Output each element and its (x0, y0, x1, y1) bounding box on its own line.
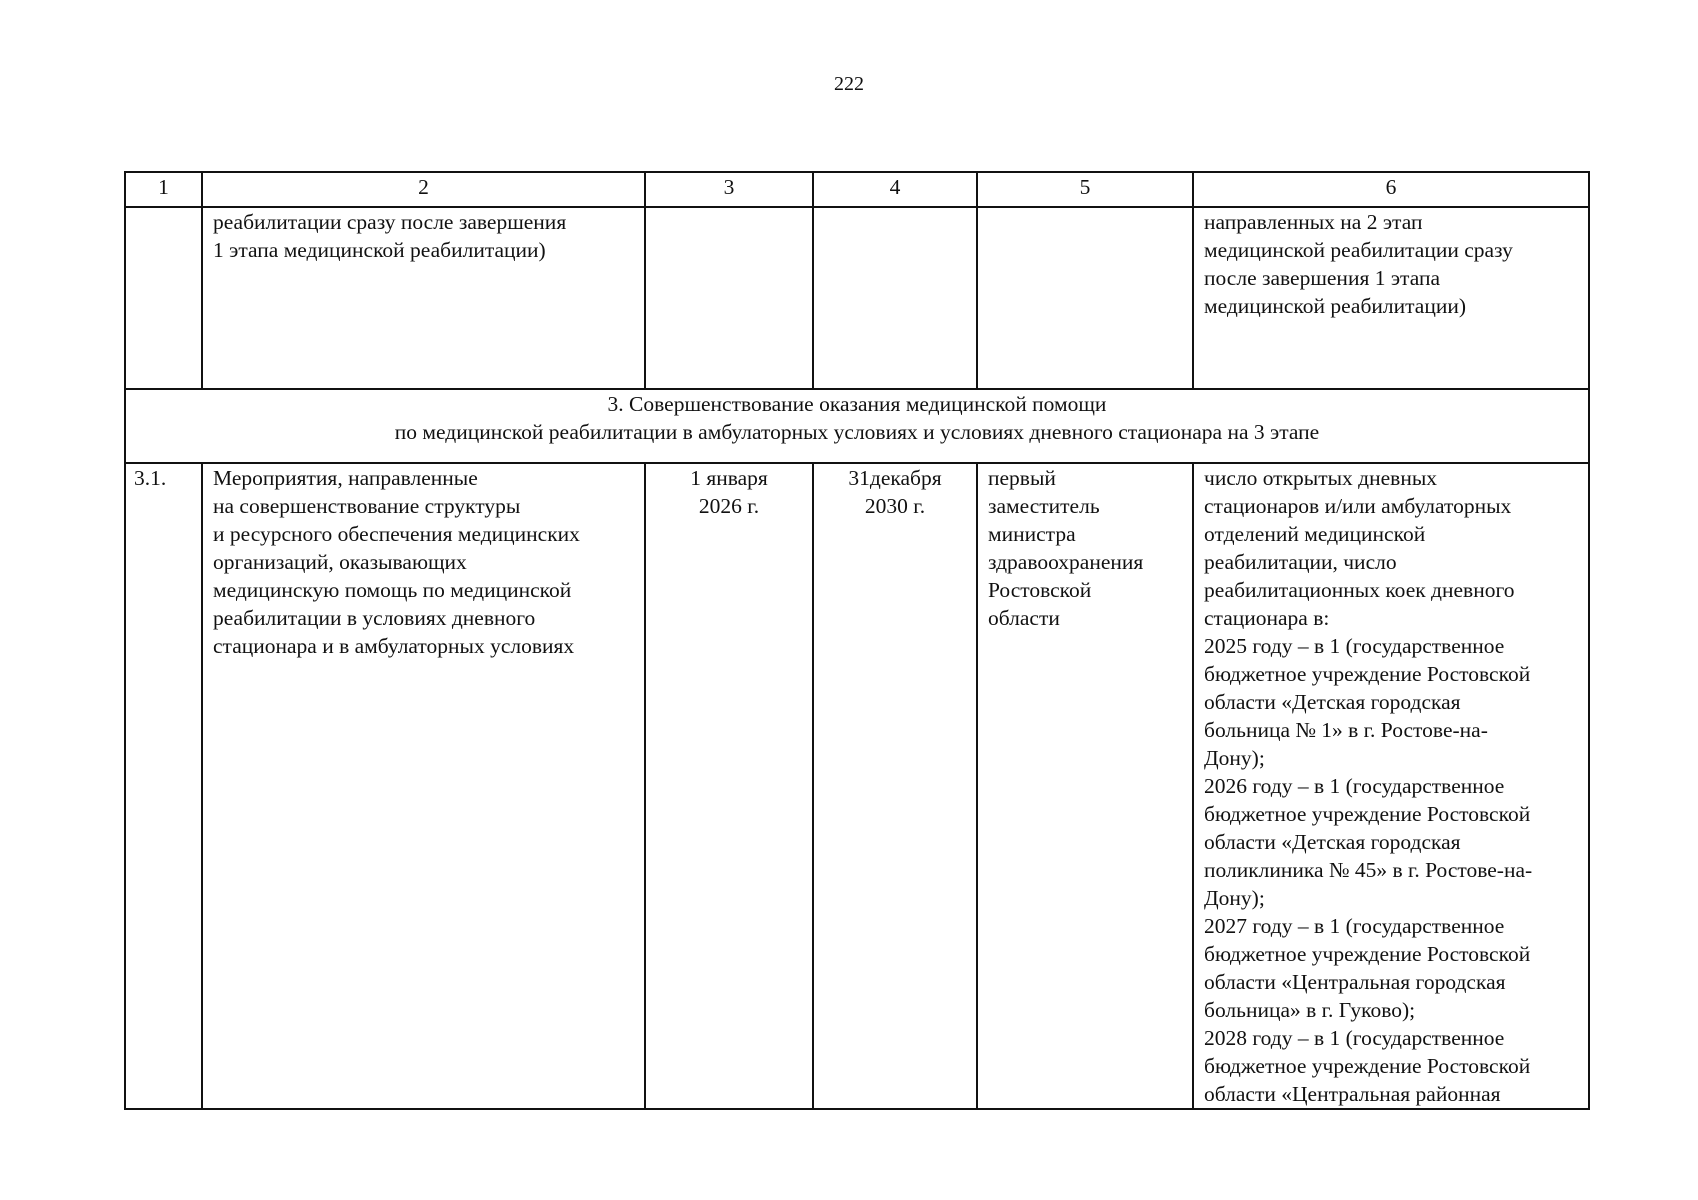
text-line: медицинской реабилитации сразу (1204, 238, 1513, 262)
continuation-row (125, 207, 1589, 389)
section-heading (125, 389, 1589, 463)
column-header-2: 2 (202, 172, 645, 207)
section-heading-row (125, 389, 1589, 463)
text-line: 2027 году – в 1 (государственное (1204, 914, 1505, 938)
continuation-responsible-cell (977, 207, 1193, 389)
item-description (202, 463, 645, 1109)
text-line: больница № 1» в г. Ростове-на- (1204, 718, 1488, 742)
column-header-1: 1 (125, 172, 202, 207)
text-line: области «Детская городская (1204, 830, 1461, 854)
text-line: бюджетное учреждение Ростовской (1204, 942, 1531, 966)
section-heading-line: 3. Совершенствование оказания медицинской помощи (607, 392, 1107, 416)
text-line: реабилитации в условиях дневного (213, 606, 536, 630)
item-start-date (645, 463, 813, 1109)
item-result (1193, 463, 1589, 1109)
text-line: заместитель (988, 494, 1100, 518)
text-line: отделений медицинской (1204, 522, 1426, 546)
text-line: 1 января (690, 466, 768, 490)
text-line: число открытых дневных (1204, 466, 1438, 490)
text-line: и ресурсного обеспечения медицинских (213, 522, 580, 546)
text-line: стационаров и/или амбулаторных (1204, 494, 1512, 518)
text-line: Мероприятия, направленные (213, 466, 478, 490)
text-line: реабилитационных коек дневного (1204, 578, 1515, 602)
text-line: бюджетное учреждение Ростовской (1204, 662, 1531, 686)
continuation-start-cell (645, 207, 813, 389)
text-line: стационара и в амбулаторных условиях (213, 634, 575, 658)
section-heading-line: по медицинской реабилитации в амбулаторных условиях и условиях дневного стационара на 3 этапе (394, 420, 1320, 444)
item-number: 3.1. (125, 463, 202, 1109)
text-line: стационара в: (1204, 606, 1330, 630)
text-line: организаций, оказывающих (213, 550, 467, 574)
text-line: поликлиника № 45» в г. Ростове-на- (1204, 858, 1533, 882)
text-line: области «Детская городская (1204, 690, 1461, 714)
column-header-5: 5 (977, 172, 1193, 207)
text-line: больница» в г. Гуково); (1204, 998, 1416, 1022)
column-header-6: 6 (1193, 172, 1589, 207)
column-header-3: 3 (645, 172, 813, 207)
column-header-4: 4 (813, 172, 977, 207)
text-line: первый (988, 466, 1056, 490)
text-line: 2028 году – в 1 (государственное (1204, 1026, 1505, 1050)
text-line: направленных на 2 этап (1204, 210, 1423, 234)
text-line: бюджетное учреждение Ростовской (1204, 1054, 1531, 1078)
item-end-date (813, 463, 977, 1109)
continuation-number-cell (125, 207, 202, 389)
continuation-end-cell (813, 207, 977, 389)
continuation-description-cell (202, 207, 645, 389)
text-line: 2025 году – в 1 (государственное (1204, 634, 1505, 658)
continuation-result-cell (1193, 207, 1589, 389)
text-line: реабилитации сразу после завершения (213, 210, 567, 234)
table-header-row (125, 172, 1589, 207)
text-line: 2026 году – в 1 (государственное (1204, 774, 1505, 798)
text-line: на совершенствование структуры (213, 494, 521, 518)
text-line: 2030 г. (864, 494, 926, 518)
text-line: области (988, 606, 1060, 630)
table-row (125, 463, 1589, 1109)
text-line: бюджетное учреждение Ростовской (1204, 802, 1531, 826)
text-line: министра (988, 522, 1076, 546)
text-line: медицинскую помощь по медицинской (213, 578, 572, 602)
page-number: 222 (834, 73, 864, 95)
item-responsible (977, 463, 1193, 1109)
text-line: Ростовской (988, 578, 1092, 602)
text-line: области «Центральная городская (1204, 970, 1506, 994)
text-line: здравоохранения (988, 550, 1144, 574)
text-line: медицинской реабилитации) (1204, 294, 1467, 318)
text-line: после завершения 1 этапа (1204, 266, 1441, 290)
text-line: 2026 г. (698, 494, 760, 518)
document-table (124, 171, 1590, 1110)
text-line: 1 этапа медицинской реабилитации) (213, 238, 546, 262)
text-line: области «Центральная районная (1204, 1082, 1501, 1106)
text-line: Дону); (1204, 746, 1265, 770)
text-line: реабилитации, число (1204, 550, 1397, 574)
text-line: 31декабря (848, 466, 942, 490)
text-line: Дону); (1204, 886, 1265, 910)
